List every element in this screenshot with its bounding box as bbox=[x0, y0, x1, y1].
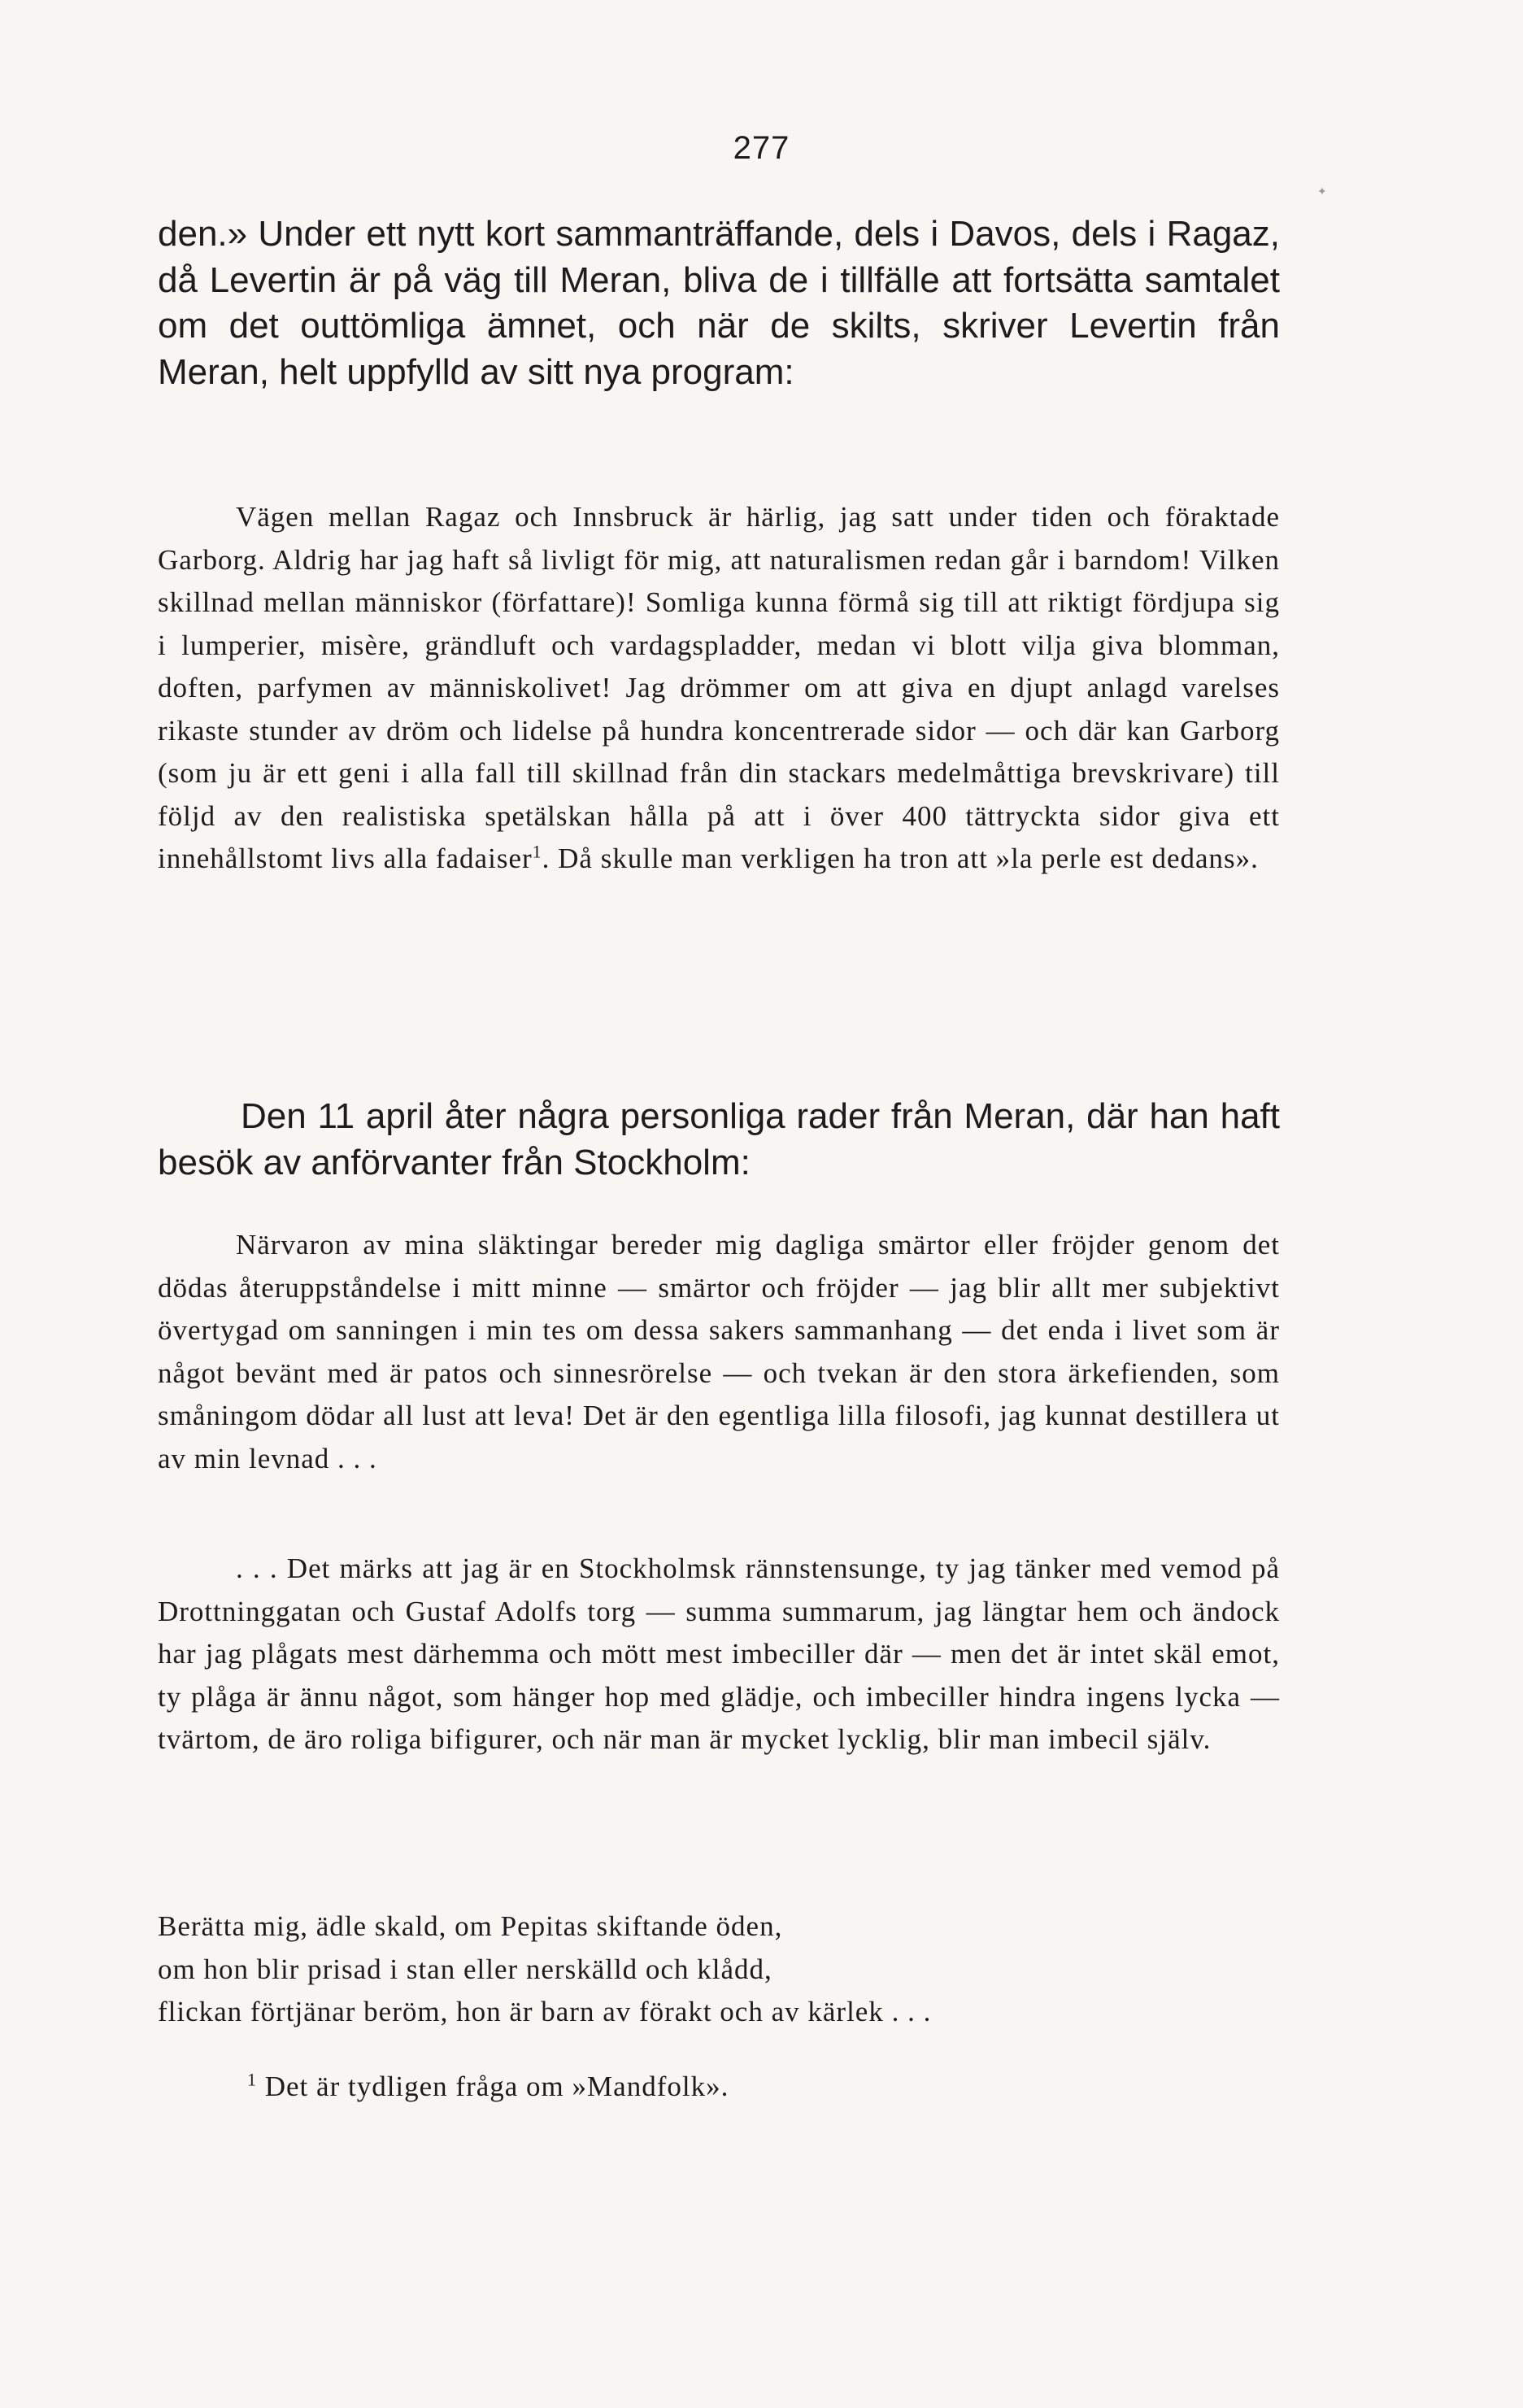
footnote-marker: 1 bbox=[247, 2069, 257, 2090]
section-paragraph-block bbox=[158, 1094, 1280, 1186]
letter-quote-1-body: Vägen mellan Ragaz och Innsbruck är härlig, jag satt under tiden och föraktade Garborg. Aldrig har jag haft så livligt för mig, att naturalismen redan går i barndom! Vilken skillnad mellan människor (författare)! Somliga kunna förmå sig till att riktigt fördjupa sig i lumperier, misère, grändluft och vardagspladder, medan vi blott vilja giva blomman, doften, parfymen av människolivet! Jag drömmer om att giva en djupt anlagd varelses rikaste stunder av dröm och lidelse på hundra koncentrerade sidor — och där kan Garborg (som ju är ett geni i alla fall till skillnad från din stackars medelmåttiga brevskrivare) till följd av den realistiska spetälskan hålla på att i över 400 tättryckta sidor giva ett innehållstomt livs alla fadaiser bbox=[158, 501, 1280, 874]
footnote-body: Det är tydligen fråga om »Mandfolk». bbox=[264, 2071, 729, 2102]
letter-quote-2 bbox=[158, 1224, 1280, 1480]
section-paragraph: Den 11 april åter några personliga rader från Meran, där han haft besök av anförvanter från Stockholm: bbox=[158, 1096, 1280, 1182]
print-speck-icon: ✦ bbox=[1317, 185, 1327, 198]
verse-line-2: om hon blir prisad i stan eller nerskälld och klådd, bbox=[158, 1953, 772, 1985]
verse-line-1: Berätta mig, ädle skald, om Pepitas skiftande öden, bbox=[158, 1910, 783, 1942]
footnote bbox=[158, 2066, 1280, 2109]
verse-line-3: flickan förtjänar beröm, hon är barn av förakt och av kärlek . . . bbox=[158, 1996, 932, 2027]
letter-quote-1-tail: . Då skulle man verkligen ha tron att »la perle est dedans». bbox=[542, 843, 1259, 874]
page-number: 277 bbox=[733, 130, 790, 166]
verse-block bbox=[158, 1905, 1280, 2034]
letter-quote-1-text bbox=[158, 496, 1280, 881]
letter-quote-2-text: Närvaron av mina släktingar bereder mig dagliga smärtor eller fröjder genom det dödas återuppståndelse i mitt minne — smärtor och fröjder — jag blir allt mer subjektivt övertygad om sanningen i min tes om dessa sakers sammanhang — det enda i livet som är något bevänt med är patos och sinnesrörelse — och tvekan är den stora ärkefienden, som småningom dödar all lust att leva! Det är den egentliga lilla filosofi, jag kunnat destillera ut av min levnad . . . bbox=[158, 1229, 1280, 1474]
intro-paragraph-block bbox=[158, 211, 1280, 395]
letter-quote-1 bbox=[158, 496, 1280, 881]
footnote-reference: 1 bbox=[532, 841, 542, 862]
footnote-text bbox=[158, 2066, 1280, 2109]
verse-text bbox=[158, 1905, 1280, 2034]
letter-quote-3-text: . . . Det märks att jag är en Stockholmsk rännstensunge, ty jag tänker med vemod på Drottninggatan och Gustaf Adolfs torg — summa summarum, jag längtar hem och ändock har jag plågats mest därhemma och mött mest imbeciller där — men det är intet skäl emot, ty plåga är ännu något, som hänger hop med glädje, och imbeciller hindra ingens lycka — tvärtom, de äro roliga bifigurer, och när man är mycket lycklig, blir man imbecil själv. bbox=[158, 1552, 1280, 1755]
letter-quote-3 bbox=[158, 1548, 1280, 1761]
intro-paragraph: den.» Under ett nytt kort sammanträffande, dels i Davos, dels i Ragaz, då Levertin är på väg till Meran, bliva de i tillfälle att fortsätta samtalet om det outtömliga ämnet, och när de skilts, skriver Levertin från Meran, helt uppfylld av sitt nya program: bbox=[158, 214, 1280, 392]
